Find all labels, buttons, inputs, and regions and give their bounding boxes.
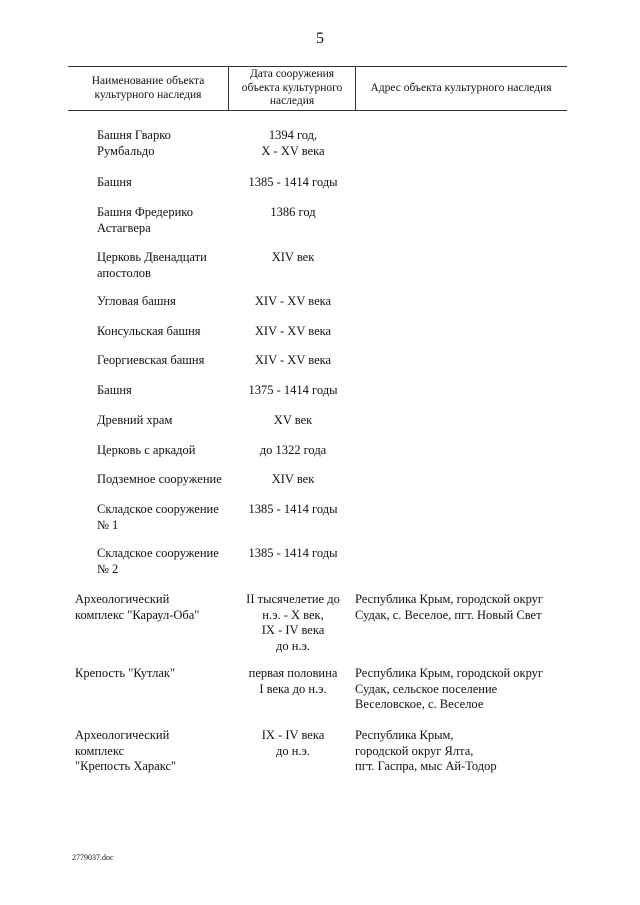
construction-date-cell [232, 383, 354, 399]
object-name-line: "Крепость Харакс" [75, 759, 177, 773]
object-name-line: Башня Фредерико [97, 205, 193, 219]
construction-date-line: 1386 год [270, 205, 316, 219]
construction-date-line: X - XV века [261, 143, 325, 158]
construction-date-line: первая половина [248, 666, 338, 680]
construction-date-line: IX - IV века [261, 728, 325, 742]
table-header [68, 66, 567, 111]
construction-date-cell [232, 728, 354, 759]
address-line: Республика Крым, городской округ [355, 666, 544, 680]
address-cell [355, 592, 567, 623]
construction-date-line: XV век [273, 413, 313, 427]
address-line: Республика Крым, [355, 728, 454, 742]
object-name-line: Консульская башня [97, 324, 201, 338]
object-name-line: № 1 [97, 517, 119, 532]
construction-date-line: 1385 - 1414 годы [248, 546, 338, 560]
header-name-column [68, 67, 228, 110]
object-name-line: № 2 [97, 561, 119, 576]
construction-date-cell [232, 472, 354, 488]
construction-date-cell [232, 250, 354, 266]
construction-date-cell [232, 546, 354, 562]
object-name-cell [97, 383, 132, 399]
address-line: пгт. Гаспра, мыс Ай-Тодор [355, 759, 497, 773]
construction-date-cell [232, 128, 354, 159]
header-date-column [228, 67, 356, 110]
header-text-line: наследия [269, 95, 315, 108]
construction-date-line: XIV век [271, 250, 315, 264]
object-name-line: Башня [97, 383, 132, 397]
object-name-cell [97, 294, 176, 310]
header-text-line: Дата сооружения [249, 68, 335, 81]
object-name-line: Румбальдо [97, 143, 155, 158]
object-name-line: Астагвера [97, 220, 151, 235]
object-name-cell [97, 324, 201, 340]
construction-date-cell [232, 353, 354, 369]
object-name-cell [97, 353, 204, 369]
object-name-line: Древний храм [97, 413, 173, 427]
construction-date-cell [232, 592, 354, 654]
object-name-cell [97, 205, 193, 236]
construction-date-line: XIV - XV века [254, 353, 332, 367]
object-name-cell [97, 250, 207, 281]
object-name-line: Церковь с аркадой [97, 443, 196, 457]
object-name-line: Церковь Двенадцати [97, 250, 207, 264]
object-name-line: Складское сооружение [97, 502, 219, 516]
header-text-line: культурного наследия [94, 88, 202, 101]
construction-date-line: IX - IV века [261, 623, 325, 637]
construction-date-line: до н.э. [275, 743, 311, 758]
address-line: Судак, сельское поселение [355, 681, 498, 696]
object-name-cell [97, 175, 132, 191]
address-line: городской округ Ялта, [355, 743, 474, 758]
object-name-line: Складское сооружение [97, 546, 219, 560]
object-name-cell [75, 592, 199, 623]
construction-date-line: XIV - XV века [254, 324, 332, 338]
header-address-column [355, 67, 567, 110]
object-name-line: Археологический [75, 592, 170, 606]
construction-date-line: 1394 год, [268, 128, 318, 142]
construction-date-cell [232, 666, 354, 697]
object-name-line: апостолов [97, 265, 151, 280]
construction-date-line: 1385 - 1414 годы [248, 502, 338, 516]
construction-date-cell [232, 205, 354, 221]
construction-date-cell [232, 443, 354, 459]
address-cell [355, 728, 567, 775]
construction-date-line: н.э. - X век, [262, 607, 324, 622]
object-name-cell [97, 443, 195, 459]
address-line: Судак, с. Веселое, пгт. Новый Свет [355, 607, 542, 622]
object-name-cell [97, 472, 222, 488]
construction-date-cell [232, 413, 354, 429]
object-name-line: комплекс [75, 743, 125, 758]
construction-date-line: XIV век [271, 472, 315, 486]
header-text-line: Адрес объекта культурного наследия [370, 81, 552, 94]
construction-date-line: 1375 - 1414 годы [248, 383, 338, 397]
construction-date-cell [232, 324, 354, 340]
object-name-cell [75, 666, 175, 682]
object-name-line: Георгиевская башня [97, 353, 205, 367]
construction-date-line: до н.э. [275, 638, 311, 653]
document-filename: 2779037.doc [72, 853, 114, 862]
object-name-cell [75, 728, 176, 775]
construction-date-line: до 1322 года [259, 443, 327, 457]
construction-date-line: 1385 - 1414 годы [248, 175, 338, 189]
header-text-line: Наименование объекта [91, 75, 205, 87]
page-number: 5 [316, 30, 324, 47]
construction-date-cell [232, 294, 354, 310]
object-name-line: Археологический [75, 728, 170, 742]
object-name-cell [97, 128, 171, 159]
construction-date-cell [232, 502, 354, 518]
object-name-cell [97, 413, 172, 429]
object-name-line: Угловая башня [97, 294, 176, 308]
header-text-line: объекта культурного [241, 81, 343, 94]
object-name-cell [97, 546, 219, 577]
construction-date-line: I века до н.э. [259, 681, 327, 696]
address-cell [355, 666, 567, 713]
construction-date-line: II тысячелетие до [246, 592, 340, 606]
object-name-line: Башня [97, 175, 132, 189]
address-line: Республика Крым, городской округ [355, 592, 544, 606]
object-name-line: Крепость "Кутлак" [75, 666, 176, 680]
address-line: Веселовское, с. Веселое [355, 697, 484, 711]
object-name-line: Подземное сооружение [97, 472, 222, 486]
construction-date-line: XIV - XV века [254, 294, 332, 308]
object-name-line: Башня Гварко [97, 128, 171, 142]
object-name-line: комплекс "Караул-Оба" [75, 607, 200, 622]
object-name-cell [97, 502, 219, 533]
construction-date-cell [232, 175, 354, 191]
